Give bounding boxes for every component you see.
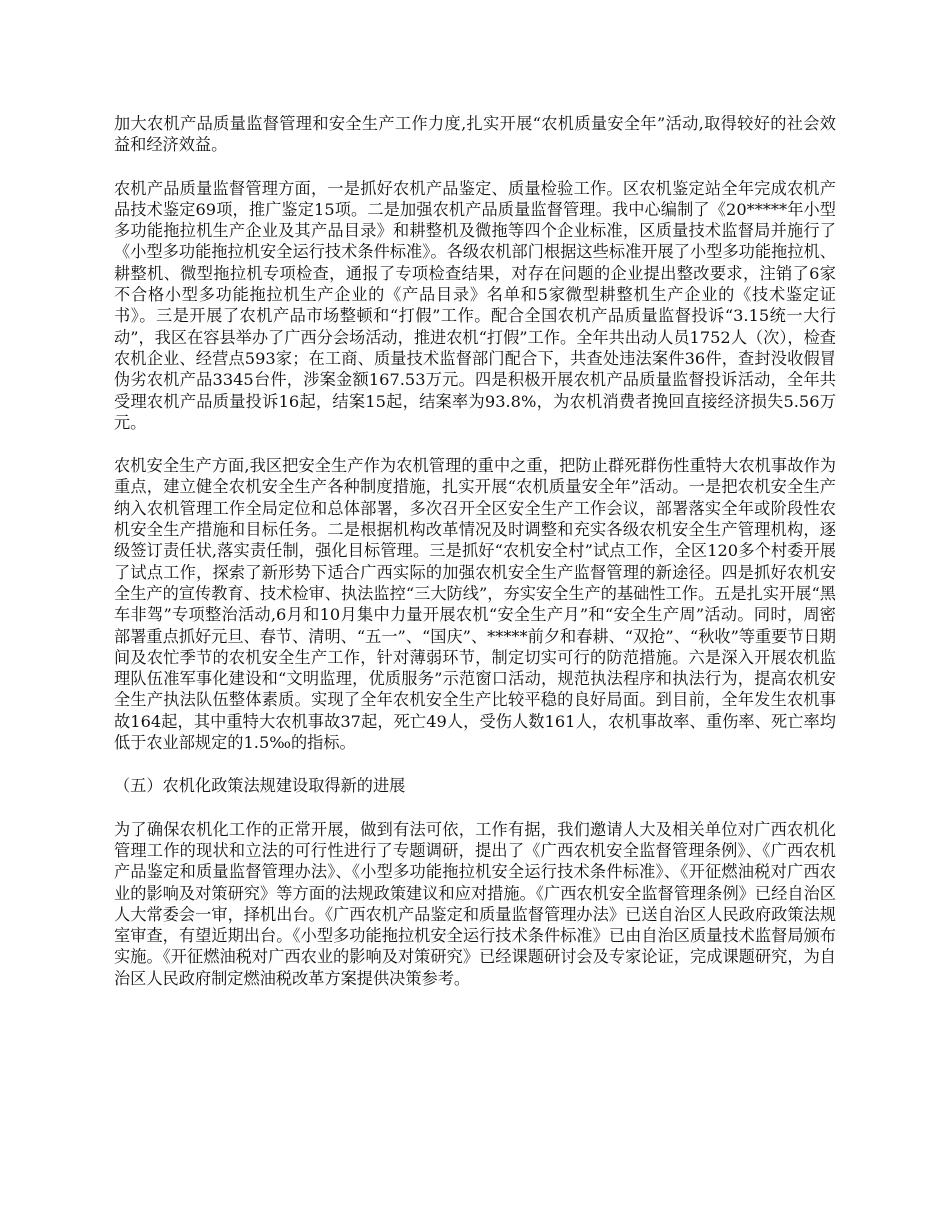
paragraph-policy-regulation: 为了确保农机化工作的正常开展，做到有法可依，工作有据，我们邀请人大及相关单位对广西农机化管理工作的现状和立法的可行性进行了专题调研，提出了《广西农机安全监督管理条例》、《广西农机产品鉴定和质量监督管理办法》、《小型多功能拖拉机安全运行技术条件标准》、《开征燃油税对广西农业的影响及对策研究》等方面的法规政策建议和应对措施。《广西农机安全监督管理条例》已经自治区人大常委会一审，择机出台。《广西农机产品鉴定和质量监督管理办法》已送自治区人民政府政策法规室审查，有望近期出台。《小型多功能拖拉机安全运行技术条件标准》已由自治区质量技术监督局颁布实施。《开征燃油税对广西农业的影响及对策研究》已经课题研讨会及专家论证，完成课题研究，为自治区人民政府制定燃油税改革方案提供决策参考。: [114, 819, 836, 988]
section-heading: （五）农机化政策法规建设取得新的进展: [114, 776, 406, 796]
paragraph-quality-supervision: 农机产品质量监督管理方面，一是抓好农机产品鉴定、质量检验工作。区农机鉴定站全年完成农机产品技术鉴定69项，推广鉴定15项。二是加强农机产品质量监督管理。我中心编制了《20*****年小型多功能拖拉机生产企业及其产品目录》和耕整机及微拖等四个企业标准，区质量技术监督局并施行了《小型多功能拖拉机安全运行技术条件标准》。各级农机部门根据这些标准开展了小型多功能拖拉机、耕整机、微型拖拉机专项检查，通报了专项检查结果，对存在问题的企业提出整改要求，注销了6家不合格小型多功能拖拉机生产企业的《产品目录》名单和5家微型耕整机生产企业的《技术鉴定证书》。三是开展了农机产品市场整顿和“打假”工作。配合全国农机产品质量监督投诉“3.15统一大行动”，我区在容县举办了广西分会场活动，推进农机“打假”工作。全年共出动人员1752人（次），检查农机企业、经营点593家；在工商、质量技术监督部门配合下，共查处违法案件36件，查封没收假冒伪劣农机产品3345台件，涉案金额167.53万元。四是积极开展农机产品质量监督投诉活动，全年共受理农机产品质量投诉16起，结案15起，结案率为93.8%，为农机消费者挽回直接经济损失5.56万元。: [114, 178, 836, 432]
paragraph-intro: 加大农机产品质量监督管理和安全生产工作力度,扎实开展“农机质量安全年”活动,取得较好的社会效益和经济效益。: [114, 114, 836, 155]
document-page: [114, 113, 836, 1011]
paragraph-safety-production: 农机安全生产方面,我区把安全生产作为农机管理的重中之重，把防止群死群伤性重特大农机事故作为重点，建立健全农机安全生产各种制度措施，扎实开展“农机质量安全年”活动。一是把农机安全生产纳入农机管理工作全局定位和总体部署，多次召开全区安全生产工作会议，部署落实全年或阶段性农机安全生产措施和目标任务。二是根据机构改革情况及时调整和充实各级农机安全生产管理机构，逐级签订责任状,落实责任制，强化目标管理。三是抓好“农机安全村”试点工作，全区120多个村委开展了试点工作，探索了新形势下适合广西实际的加强农机安全生产监督管理的新途径。四是抓好农机安全生产的宣传教育、技术检审、执法监控“三大防线”，夯实安全生产的基础性工作。五是扎实开展“黑车非驾”专项整治活动,6月和10月集中力量开展农机“安全生产月”和“安全生产周”活动。同时，周密部署重点抓好元旦、春节、清明、“五一”、“国庆”、*****前夕和春耕、“双抢”、“秋收”等重要节日期间及农忙季节的农机安全生产工作，针对薄弱环节，制定切实可行的防范措施。六是深入开展农机监理队伍准军事化建设和“文明监理，优质服务”示范窗口活动，规范执法程序和执法行为，提高农机安全生产执法队伍整体素质。实现了全年农机安全生产比较平稳的良好局面。到目前，全年发生农机事故164起，其中重特大农机事故37起，死亡49人，受伤人数161人，农机事故率、重伤率、死亡率均低于农业部规定的1.5‰的指标。: [114, 456, 836, 753]
